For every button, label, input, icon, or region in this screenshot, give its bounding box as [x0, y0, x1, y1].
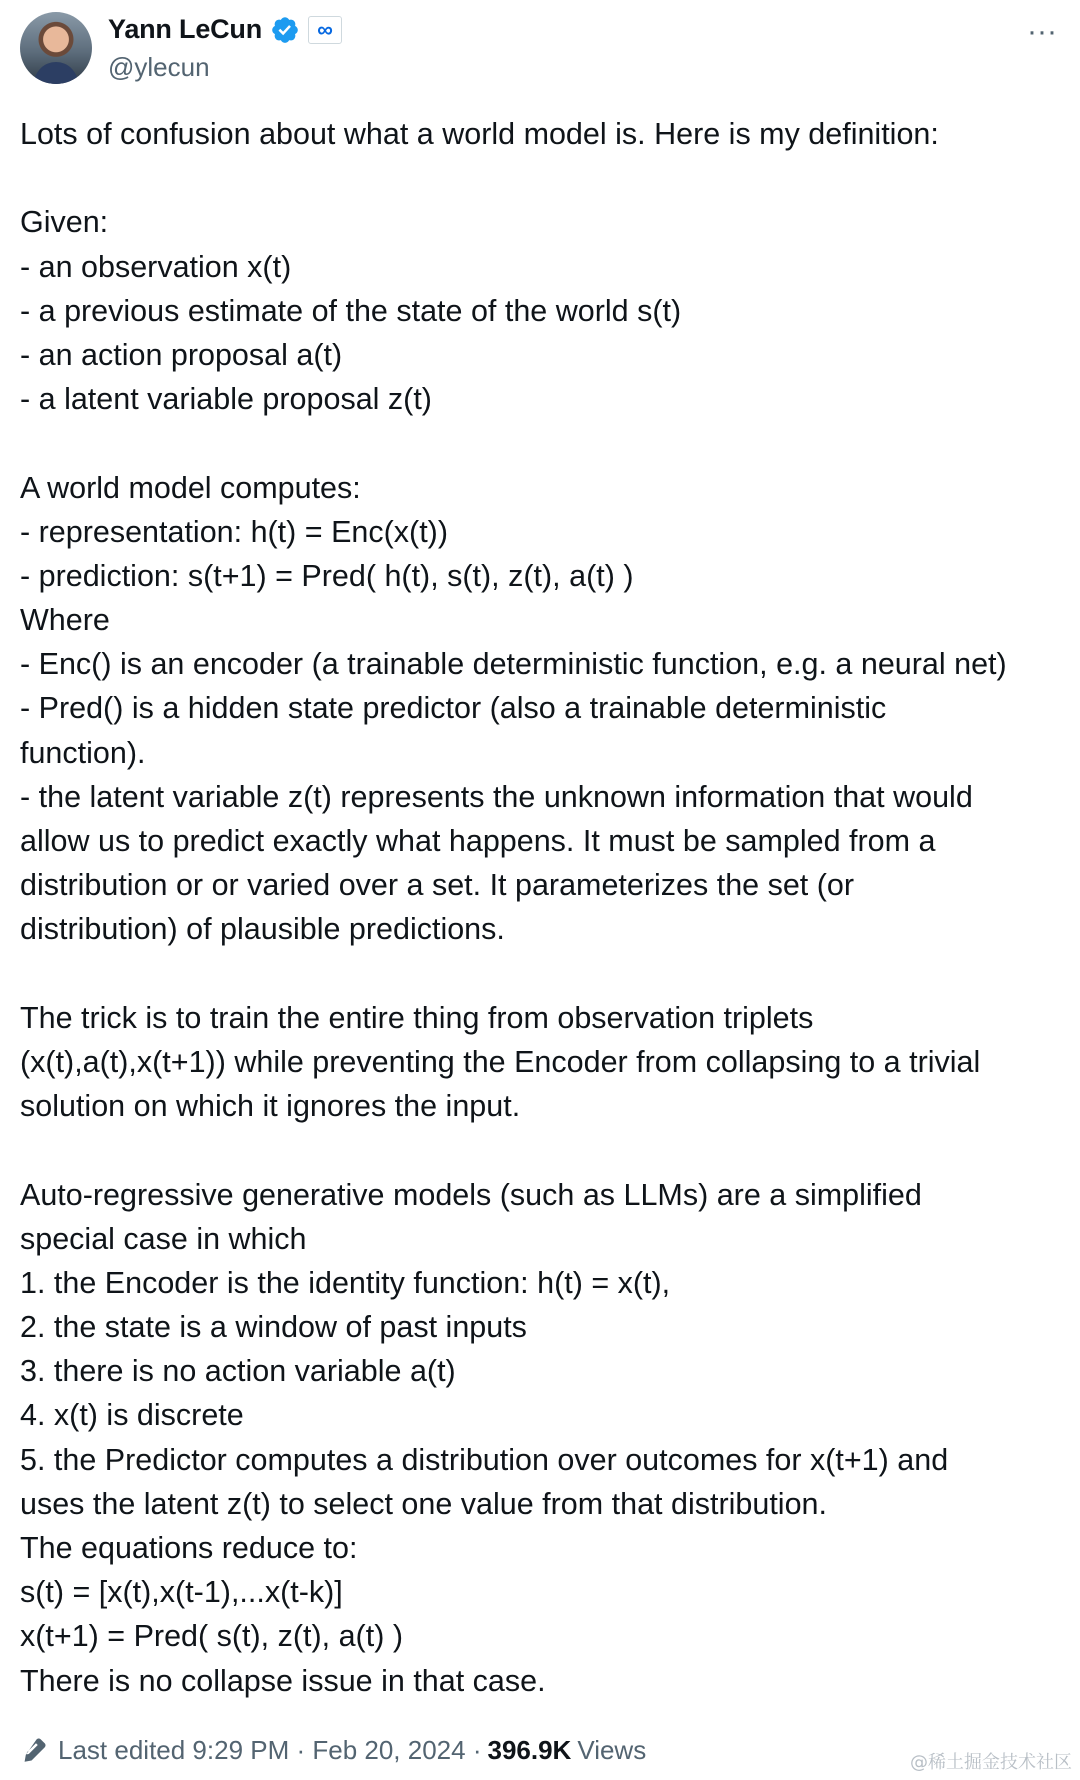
tweet-line: 2. the state is a window of past inputs: [20, 1310, 527, 1345]
tweet-line: distribution or or varied over a set. It parameterizes the set (or: [20, 868, 855, 903]
tweet-line: Where: [20, 603, 110, 638]
tweet-line: distribution) of plausible predictions.: [20, 912, 505, 947]
views-count: 396.9K: [487, 1734, 572, 1765]
tweet-line: [20, 421, 1070, 465]
tweet-line: - an observation x(t): [20, 249, 292, 284]
tweet-line: function).: [20, 735, 146, 770]
tweet-header: [20, 12, 1060, 84]
tweet-line: solution on which it ignores the input.: [20, 1089, 521, 1124]
tweet-line: - the latent variable z(t) represents the unknown information that would: [20, 779, 973, 814]
tweet-line: A world model computes:: [20, 470, 361, 505]
verified-badge-icon[interactable]: [270, 15, 300, 45]
tweet-line: - a previous estimate of the state of the world s(t): [20, 293, 682, 328]
tweet-line: allow us to predict exactly what happens. It must be sampled from a: [20, 824, 936, 858]
tweet-line: The equations reduce to:: [20, 1531, 358, 1565]
more-options-icon[interactable]: ···: [1027, 15, 1057, 48]
tweet-line: Lots of confusion about what a world model is. Here is my definition:: [20, 117, 939, 151]
tweet-line: - a latent variable proposal z(t): [20, 382, 432, 417]
watermark: @稀土掘金技术社区: [910, 1752, 1072, 1773]
tweet-text: [20, 112, 1070, 1703]
tweet-line: uses the latent z(t) to select one value from that distribution.: [20, 1486, 827, 1521]
author-name[interactable]: Yann LeCun: [108, 14, 263, 44]
tweet-line: The trick is to train the entire thing from observation triplets: [20, 1000, 814, 1035]
meta-logo-icon[interactable]: ∞: [308, 16, 342, 44]
tweet-line: special case in which: [20, 1221, 307, 1256]
avatar[interactable]: [20, 12, 92, 84]
tweet-line: s(t) = [x(t),x(t-1),...x(t-k)]: [20, 1575, 343, 1610]
tweet-line: 4. x(t) is discrete: [20, 1398, 244, 1433]
tweet-line: 1. the Encoder is the identity function: h(t) = x(t),: [20, 1265, 671, 1300]
tweet-line: [20, 1128, 1070, 1172]
tweet-line: [20, 952, 1070, 996]
tweet-line: - Enc() is an encoder (a trainable deterministic function, e.g. a neural net): [20, 647, 1007, 682]
tweet-line: There is no collapse issue in that case.: [20, 1663, 546, 1698]
author-name-row: [108, 14, 342, 45]
tweet-line: x(t+1) = Pred( s(t), z(t), a(t) ): [20, 1619, 403, 1654]
tweet-line: - representation: h(t) = Enc(x(t)): [20, 514, 448, 549]
tweet-line: 5. the Predictor computes a distribution over outcomes for x(t+1) and: [20, 1442, 949, 1477]
author-handle[interactable]: @ylecun: [108, 52, 210, 82]
views-label: Views: [577, 1734, 647, 1765]
tweet-line: - Pred() is a hidden state predictor (also a trainable deterministic: [20, 691, 887, 726]
tweet-footer: [20, 1730, 646, 1770]
tweet-line: Auto-regressive generative models (such as LLMs) are a simplified: [20, 1177, 922, 1212]
tweet-line: 3. there is no action variable a(t): [20, 1354, 456, 1389]
tweet-line: (x(t),a(t),x(t+1)) while preventing the Encoder from collapsing to a trivial: [20, 1044, 981, 1079]
edit-history-link[interactable]: Last edited 9:29 PM · Feb 20, 2024 ·: [58, 1734, 482, 1765]
tweet-line: [20, 156, 1070, 200]
pencil-icon: [20, 1736, 48, 1764]
tweet-line: Given:: [20, 205, 109, 240]
tweet-line: - an action proposal a(t): [20, 337, 343, 372]
tweet-line: - prediction: s(t+1) = Pred( h(t), s(t), z(t), a(t) ): [20, 558, 634, 593]
